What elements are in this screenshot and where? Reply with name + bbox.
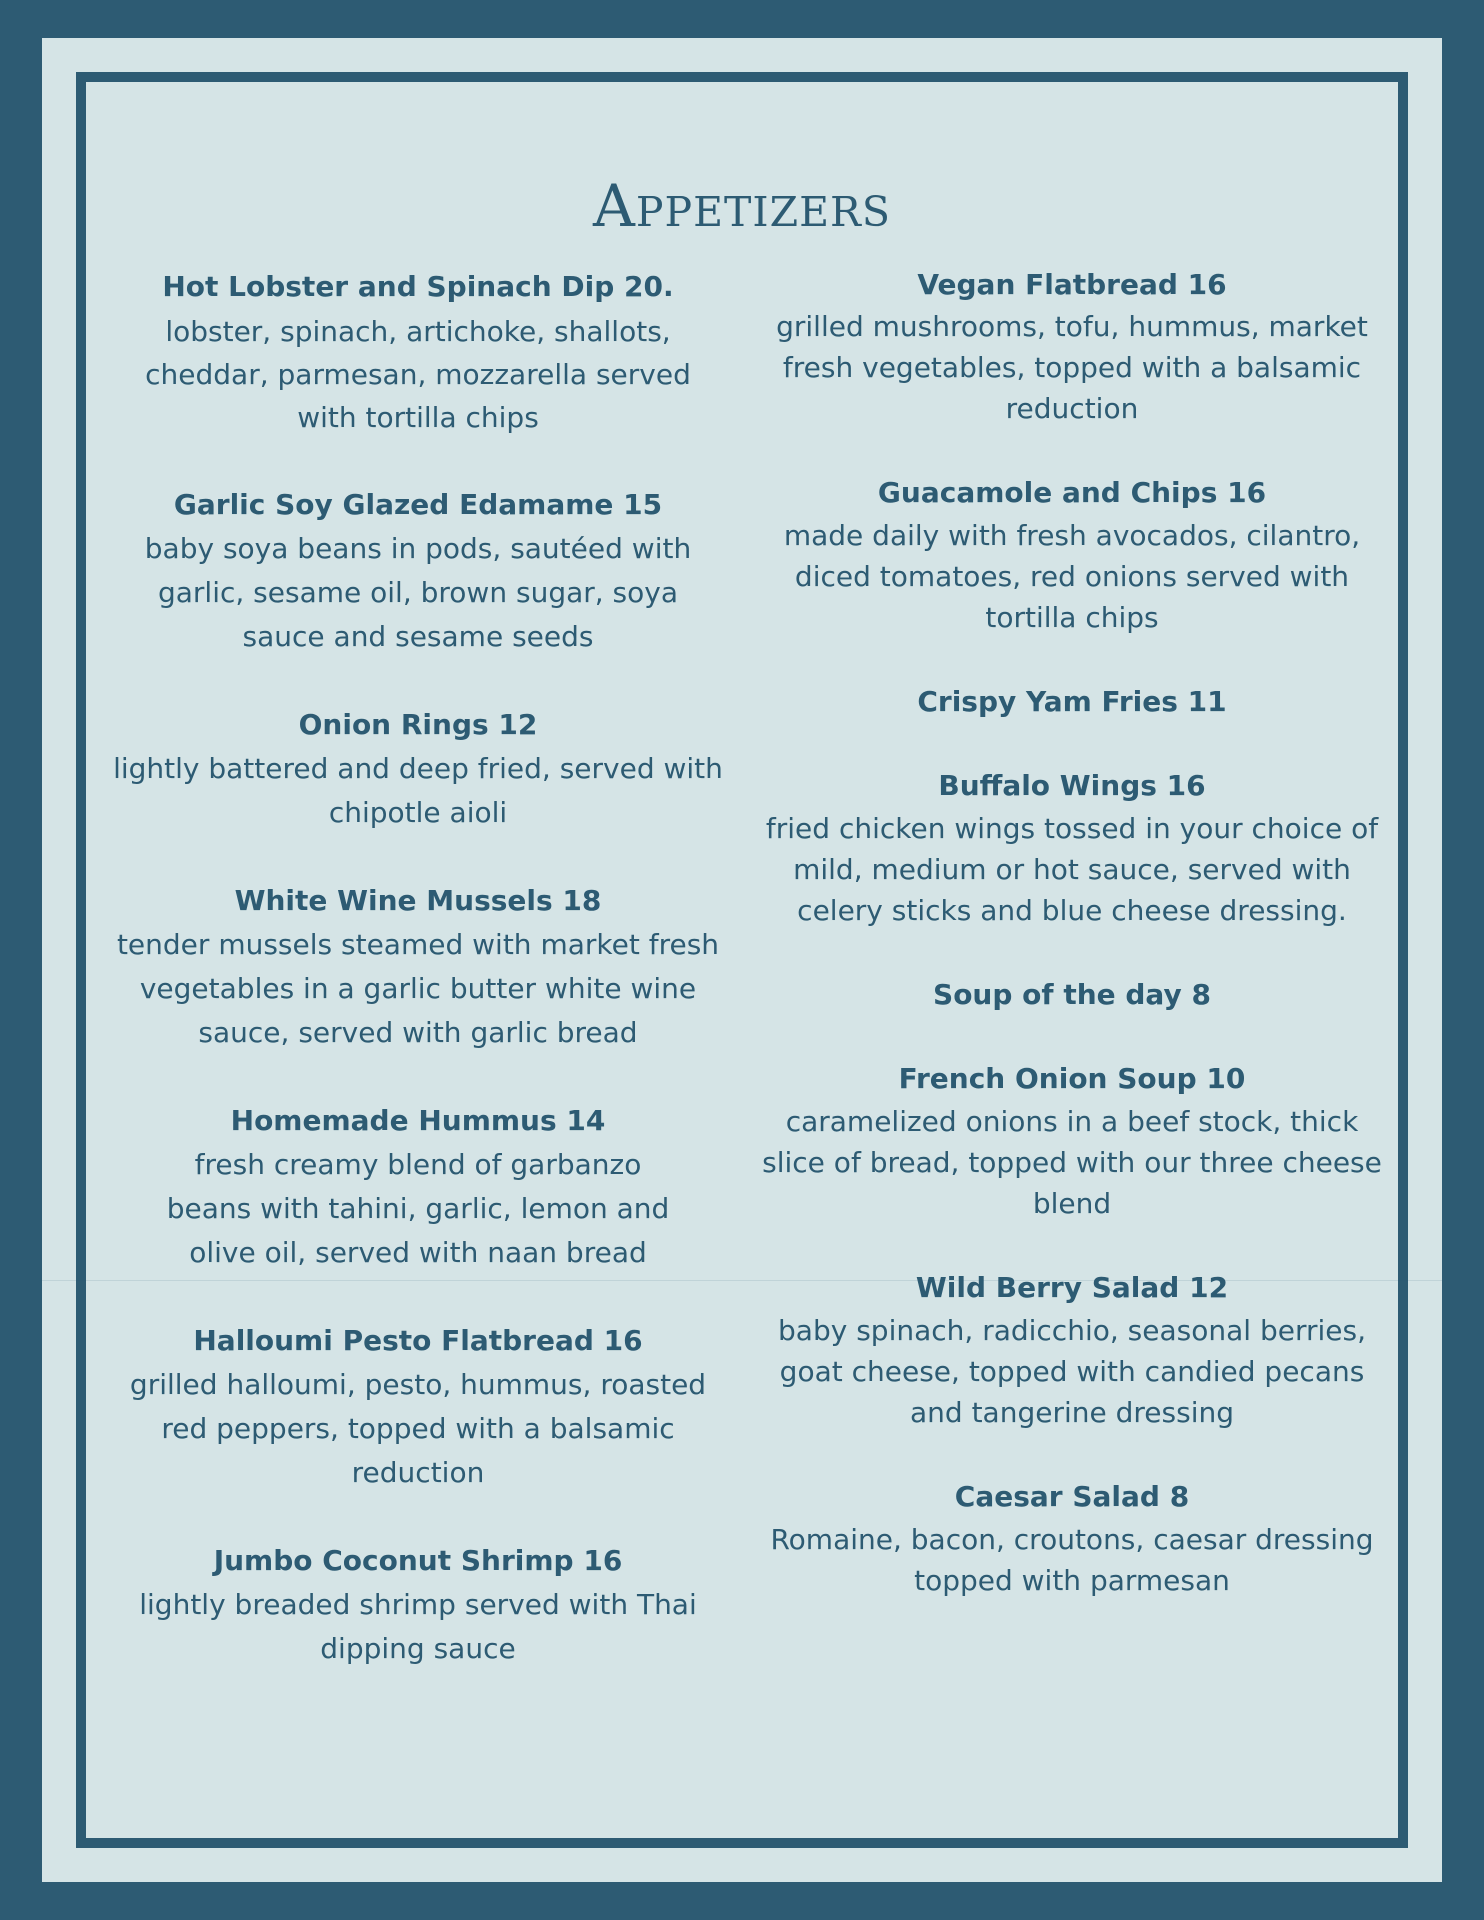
menu-column-right xyxy=(752,264,1392,1601)
menu-column-left xyxy=(98,264,738,1671)
menu-item xyxy=(98,264,738,439)
menu-item xyxy=(752,973,1392,1017)
item-name: French Onion Soup 10 xyxy=(898,1062,1246,1095)
item-description: Romaine, bacon, croutons, caesar dressing topped with parmesan xyxy=(770,1523,1374,1597)
item-description: made daily with fresh avocados, cilantro, diced tomatoes, red onions served with tortilla chips xyxy=(783,519,1361,634)
menu-title: Appetizers xyxy=(593,172,891,240)
item-description: tender mussels steamed with market fresh vegetables in a garlic butter white wine sauce, served with garlic bread xyxy=(116,928,720,1049)
item-name: Caesar Salad 8 xyxy=(954,1480,1190,1513)
item-name: Wild Berry Salad 12 xyxy=(915,1271,1229,1304)
item-description: grilled halloumi, pesto, hummus, roasted red peppers, topped with a balsamic reduction xyxy=(129,1368,707,1489)
menu-item xyxy=(752,1266,1392,1433)
item-description: lightly battered and deep fried, served with chipotle aioli xyxy=(113,752,723,829)
item-name: Onion Rings 12 xyxy=(298,708,538,741)
menu-item xyxy=(752,264,1392,429)
item-description: caramelized onions in a beef stock, thick slice of bread, topped with our three cheese blend xyxy=(762,1105,1382,1220)
item-name: White Wine Mussels 18 xyxy=(234,884,602,917)
item-name: Guacamole and Chips 16 xyxy=(877,476,1267,509)
item-description: lobster, spinach, artichoke, shallots, cheddar, parmesan, mozzarella served with tortilla chips xyxy=(145,315,691,434)
item-name: Jumbo Coconut Shrimp 16 xyxy=(213,1544,623,1577)
item-name: Halloumi Pesto Flatbread 16 xyxy=(193,1324,643,1357)
menu-item xyxy=(98,1099,738,1275)
menu-item xyxy=(752,1057,1392,1224)
item-description: fresh creamy blend of garbanzo beans with tahini, garlic, lemon and olive oil, served with naan bread xyxy=(166,1148,670,1269)
menu-item xyxy=(98,483,738,659)
menu-item xyxy=(98,1539,738,1671)
menu-item xyxy=(752,680,1392,724)
item-name: Hot Lobster and Spinach Dip 20. xyxy=(162,270,674,303)
menu-item xyxy=(752,1475,1392,1601)
menu-item xyxy=(752,764,1392,931)
item-description: grilled mushrooms, tofu, hummus, market fresh vegetables, topped with a balsamic reduction xyxy=(776,310,1368,425)
item-description: baby spinach, radicchio, seasonal berries, goat cheese, topped with candied pecans and tangerine dressing xyxy=(778,1314,1366,1429)
menu-item xyxy=(752,471,1392,638)
item-name: Buffalo Wings 16 xyxy=(938,769,1206,802)
item-name: Garlic Soy Glazed Edamame 15 xyxy=(173,488,663,521)
item-description: lightly breaded shrimp served with Thai dipping sauce xyxy=(139,1588,697,1665)
menu-item xyxy=(98,703,738,835)
item-name: Crispy Yam Fries 11 xyxy=(917,685,1227,718)
item-name: Soup of the day 8 xyxy=(933,978,1211,1011)
item-name: Vegan Flatbread 16 xyxy=(917,268,1227,301)
menu-item xyxy=(98,879,738,1055)
menu-item xyxy=(98,1319,738,1495)
item-description: baby soya beans in pods, sautéed with garlic, sesame oil, brown sugar, soya sauce and sesame seeds xyxy=(144,532,692,653)
item-name: Homemade Hummus 14 xyxy=(230,1104,606,1137)
item-description: fried chicken wings tossed in your choice of mild, medium or hot sauce, served with celery sticks and blue cheese dressing. xyxy=(765,812,1379,927)
